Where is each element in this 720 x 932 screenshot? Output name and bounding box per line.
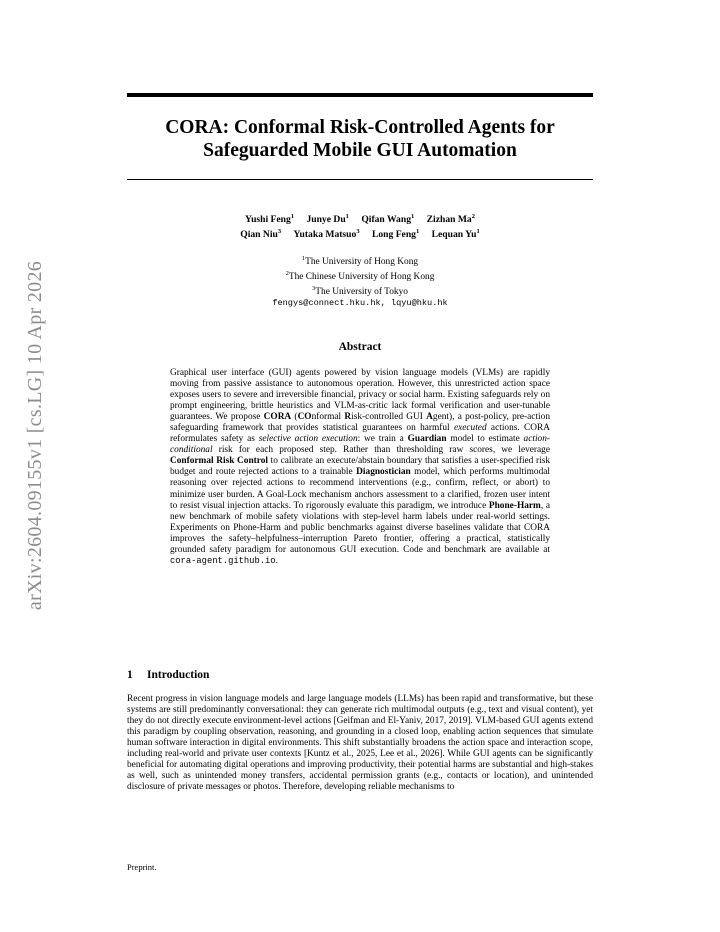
affiliation: $^2$The Chinese University of Hong Kong (285, 270, 435, 283)
author: Zizhan Ma$^2$ (426, 213, 475, 226)
title-bottom-rule (127, 179, 593, 180)
author-row-2 (127, 226, 593, 241)
introduction-paragraph: Recent progress in vision language models and large language models (LLMs) has been rapid and transformative, but these systems are still predominantly conversational: they can generate rich multimodal outputs (e.g., text and visual content), yet they do not directly execute environment-level actions [Geifman and El-Yaniv, 2017, 2019]. VLM-based GUI agents extend this paradigm by coupling observation, reasoning, and grounding in a closed loop, enabling action sequences that simulate human software interaction in digital environments. This shift substantially broadens the action space and interaction scope, including real-world and private user contexts [Kuntz et al., 2025, Lee et al., 2026]. While GUI agents can be significantly beneficial for automating digital operations and improving productivity, their potential harms are substantial and high-stakes as well, such as unintended money transfers, accidental permission grants (e.g., contacts or location), and unintended disclosure of private messages or photos. Therefore, developing reliable mechanisms to (127, 694, 593, 793)
author: Qifan Wang$^1$ (361, 213, 415, 226)
author-row-1 (127, 211, 593, 226)
author: Junye Du$^1$ (306, 213, 349, 226)
arxiv-identifier: arXiv:2604.09155v1 [cs.LG] 10 Apr 2026 (24, 260, 47, 610)
author: Yushi Feng$^1$ (245, 213, 295, 226)
abstract-body: Graphical user interface (GUI) agents powered by vision language models (VLMs) are rapidly moving from passive assistance to autonomous operation. However, this unrestricted action space exposes users to severe and irreversible financial, privacy or social harm. Existing safeguards rely on prompt engineering, brittle heuristics and VLM-as-critic lack formal verification and user-tunable guarantees. We propose CORA (COnformal Risk-controlled GUI Agent), a post-policy, pre-action safeguarding framework that provides statistical guarantees on harmful executed actions. CORA reformulates safety as selective action execution: we train a Guardian model to estimate action-conditional risk for each proposed step. Rather than thresholding raw scores, we leverage Conformal Risk Control to calibrate an execute/abstain boundary that satisfies a user-specified risk budget and route rejected actions to a trainable Diagnostician model, which performs multimodal reasoning over rejected actions to recommend interventions (e.g., confirm, reflect, or abort) to minimize user burden. A Goal-Lock mechanism anchors assessment to a clarified, frozen user intent to resist visual injection attacks. To rigorously evaluate this paradigm, we introduce Phone-Harm, a new benchmark of mobile safety violations with step-level harm labels under real-world settings. Experiments on Phone-Harm and public benchmarks against diverse baselines validate that CORA improves the safety–helpfulness–interruption Pareto frontier, offering a practical, statistically grounded safety paradigm for autonomous GUI execution. Code and benchmark are available at cora-agent.github.io. (170, 368, 551, 566)
affiliation: $^3$The University of Tokyo (312, 285, 408, 298)
section-heading-introduction (127, 668, 593, 682)
code-link[interactable]: cora-agent.github.io (170, 555, 276, 566)
section-title: Introduction (147, 669, 210, 681)
author-list (127, 211, 593, 241)
arxiv-side-stamp (16, 225, 56, 645)
preprint-footer: Preprint. (127, 862, 157, 872)
section-number: 1 (127, 669, 133, 681)
title-top-rule (127, 93, 593, 97)
author: Long Feng$^1$ (371, 228, 420, 241)
affiliation: $^1$The University of Hong Kong (301, 255, 419, 268)
abstract-heading: Abstract (338, 341, 382, 353)
author-emails: fengys@connect.hku.hk, lqyu@hku.hk (272, 298, 448, 309)
author: Yutaka Matsuo$^3$ (293, 228, 360, 241)
paper-title: CORA: Conformal Risk-Controlled Agents for Safeguarded Mobile GUI Automation (165, 117, 555, 161)
author: Qian Niu$^3$ (240, 228, 282, 241)
author: Lequan Yu$^1$ (431, 228, 480, 241)
affiliations (127, 253, 593, 309)
